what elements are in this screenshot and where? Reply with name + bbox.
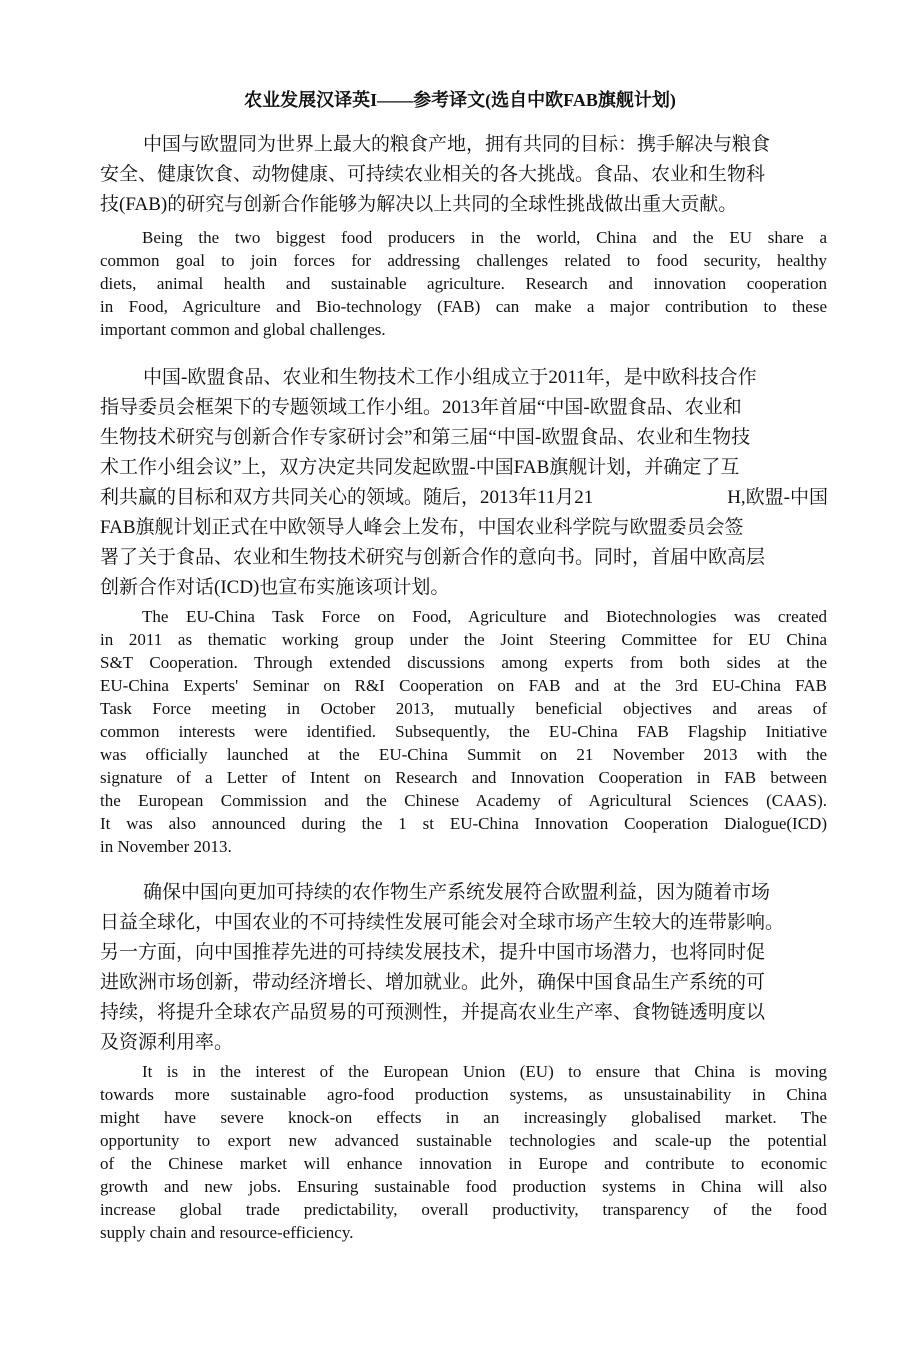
text-line: important common and global challenges. xyxy=(100,320,386,339)
text-line: in 2011 as thematic working group under the Joint Steering Committee for EU China xyxy=(100,630,827,649)
text-line: FAB旗舰计划正式在中欧领导人峰会上发布，中国农业科学院与欧盟委员会签 xyxy=(100,517,744,538)
text-line: 日益全球化，中国农业的不可持续性发展可能会对全球市场产生较大的连带影响。 xyxy=(100,912,785,933)
text-line: 署了关于食品、农业和生物技术研究与创新合作的意向书。同时，首届中欧高层 xyxy=(100,547,766,568)
paragraph-en-3 xyxy=(100,1060,827,1244)
text-line: Being the two biggest food producers in the world, China and the EU share a xyxy=(142,228,827,247)
text-line: 及资源利用率。 xyxy=(100,1032,234,1053)
text-line: diets, animal health and sustainable agriculture. Research and innovation cooperation xyxy=(100,274,827,293)
text-line: It is in the interest of the European Union (EU) to ensure that China is moving xyxy=(142,1062,827,1081)
text-line: 安全、健康饮食、动物健康、可持续农业相关的各大挑战。食品、农业和生物科 xyxy=(100,164,766,185)
text-line: It was also announced during the 1 st EU-China Innovation Cooperation Dialogue(ICD) xyxy=(100,814,827,833)
text-line: 技(FAB)的研究与创新合作能够为解决以上共同的全球性挑战做出重大贡献。 xyxy=(100,194,738,215)
text-line: S&T Cooperation. Through extended discussions among experts from both sides at the xyxy=(100,653,827,672)
text-line: of the Chinese market will enhance innovation in Europe and contribute to economic xyxy=(100,1154,827,1173)
text-line: opportunity to export new advanced sustainable technologies and scale-up the potential xyxy=(100,1131,827,1150)
text-line: 进欧洲市场创新，带动经济增长、增加就业。此外，确保中国食品生产系统的可 xyxy=(100,972,766,993)
text-line xyxy=(100,483,830,513)
text-line: increase global trade predictability, overall productivity, transparency of the food xyxy=(100,1200,827,1219)
text-line: 持续，将提升全球农产品贸易的可预测性，并提高农业生产率、食物链透明度以 xyxy=(100,1002,766,1023)
text-line: towards more sustainable agro-food production systems, as unsustainability in China xyxy=(100,1085,827,1104)
text-line: growth and new jobs. Ensuring sustainable food production systems in China will also xyxy=(100,1177,827,1196)
text-line: in Food, Agriculture and Bio-technology (FAB) can make a major contribution to these xyxy=(100,297,827,316)
paragraph-zh-2 xyxy=(100,363,830,603)
document-title: 农业发展汉译英I——参考译文(选自中欧FAB旗舰计划) xyxy=(244,90,676,110)
text-line: 中国与欧盟同为世界上最大的粮食产地，拥有共同的目标：携手解决与粮食 xyxy=(143,134,771,155)
paragraph-zh-3 xyxy=(100,878,830,1058)
text-line: 中国-欧盟食品、农业和生物技术工作小组成立于2011年，是中欧科技合作 xyxy=(143,367,757,388)
text-line: in November 2013. xyxy=(100,837,232,856)
text-line-tail: H,欧盟-中国 xyxy=(727,487,828,508)
paragraph-en-1 xyxy=(100,226,827,341)
text-line: EU-China Experts' Seminar on R&I Cooperation on FAB and at the 3rd EU-China FAB xyxy=(100,676,827,695)
text-line: Task Force meeting in October 2013, mutually beneficial objectives and areas of xyxy=(100,699,827,718)
text-line: common goal to join forces for addressing challenges related to food security, healthy xyxy=(100,251,827,270)
text-line: supply chain and resource-efficiency. xyxy=(100,1223,354,1242)
text-line: 另一方面，向中国推荐先进的可持续发展技术，提升中国市场潜力，也将同时促 xyxy=(100,942,766,963)
text-line: might have severe knock-on effects in an increasingly globalised market. The xyxy=(100,1108,827,1127)
text-line: 指导委员会框架下的专题领域工作小组。2013年首届“中国-欧盟食品、农业和 xyxy=(100,397,742,418)
text-line: signature of a Letter of Intent on Research and Innovation Cooperation in FAB between xyxy=(100,768,827,787)
text-line: was officially launched at the EU-China Summit on 21 November 2013 with the xyxy=(100,745,827,764)
text-line: 术工作小组会议”上，双方决定共同发起欧盟-中国FAB旗舰计划，并确定了互 xyxy=(100,457,740,478)
text-line: The EU-China Task Force on Food, Agriculture and Biotechnologies was created xyxy=(142,607,827,626)
paragraph-en-2 xyxy=(100,605,827,858)
text-line-head: 利共赢的目标和双方共同关心的领域。随后，2013年11月21 xyxy=(100,487,594,508)
text-line: 创新合作对话(ICD)也宣布实施该项计划。 xyxy=(100,577,450,598)
paragraph-zh-1 xyxy=(100,130,830,220)
text-line: common interests were identified. Subsequently, the EU-China FAB Flagship Initiative xyxy=(100,722,827,741)
text-line: the European Commission and the Chinese Academy of Agricultural Sciences (CAAS). xyxy=(100,791,827,810)
text-line: 生物技术研究与创新合作专家研讨会”和第三届“中国-欧盟食品、农业和生物技 xyxy=(100,427,751,448)
text-line: 确保中国向更加可持续的农作物生产系统发展符合欧盟利益，因为随着市场 xyxy=(143,882,771,903)
